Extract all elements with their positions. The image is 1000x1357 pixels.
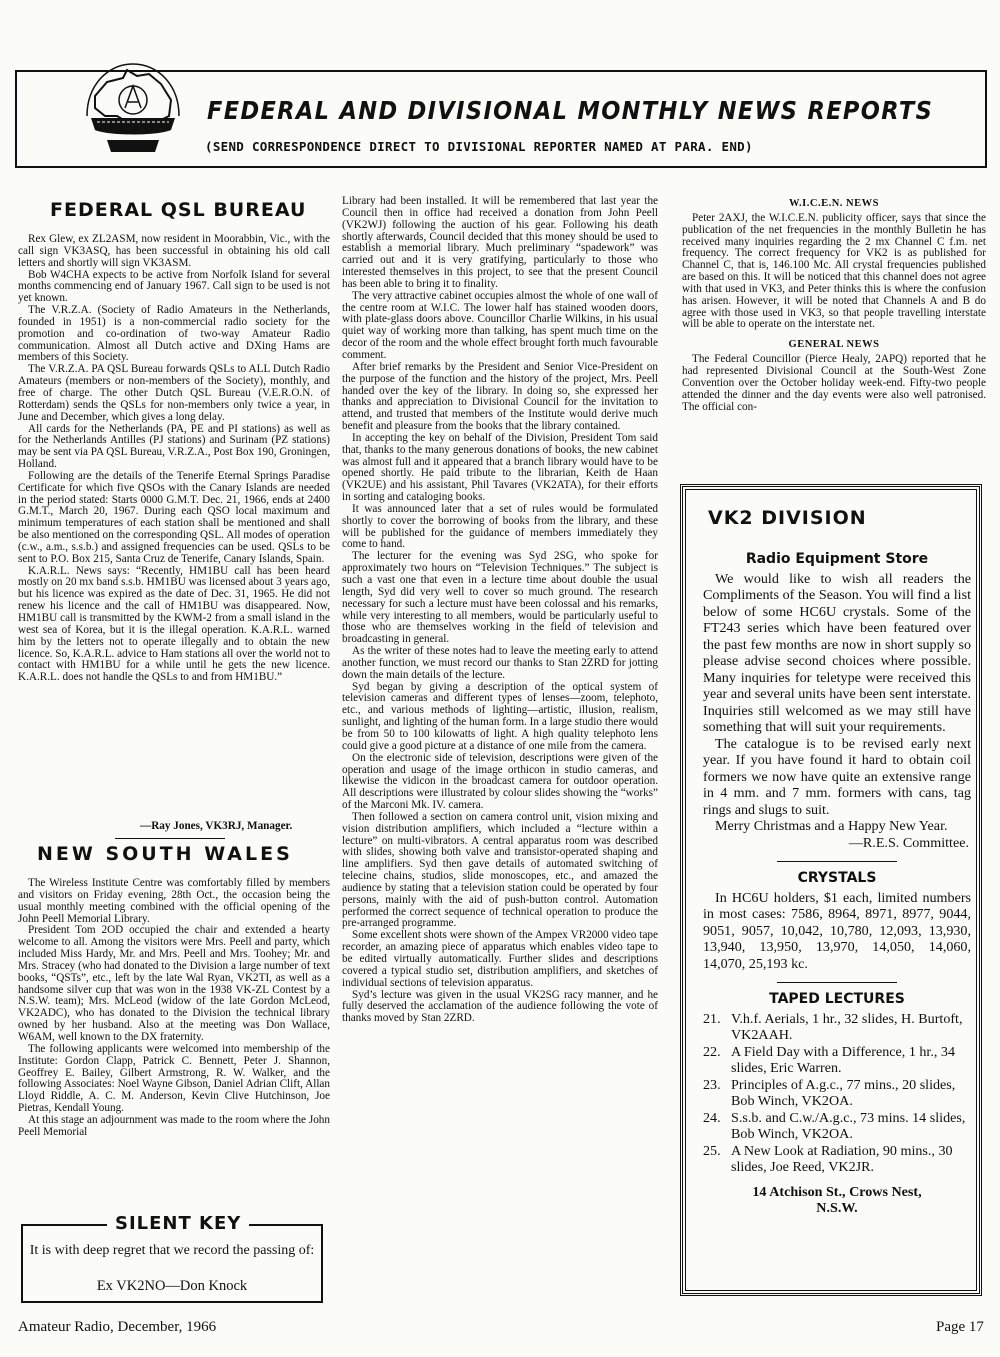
column-2: [342, 196, 658, 1306]
divider: [777, 861, 897, 862]
silent-key-body: It is with deep regret that we record the passing of:: [29, 1243, 315, 1258]
list-item: [703, 1044, 971, 1077]
store-paragraph: Merry Christmas and a Happy New Year.: [715, 818, 948, 834]
nsw-paragraph: Then followed a section on camera control unit, vision mixing and vision distribution amplifiers, which included a “lecture within a lecture” on multi-vibrators. A central apparatus room was described with slides, showing both valve and transistor-operated shaping and line amplifiers. Syd then gave details of automated switching of telecine chains, studios, slide monoscopes, etc., and amazed the audience by stating that a television station could be operated by four persons, mainly with the aid of push-button control. Automation performed the correct sequence of technical operation to produce the pre-arranged programme.: [342, 810, 658, 930]
nsw-paragraph: Library had been installed. It will be remembered that last year the Council then in office had received a donation from John Peell (VK2WJ) following the auction of his gear. Following his death shortly afterwards, Council decided that this money should be used to establish a memorial library. Much preliminary “spadework” was carried out and it is very gratifying, particularly to those who interested themselves in this project, to see that the present Council has been able to bring it to finality.: [342, 196, 658, 290]
lecture-text: A New Look at Radiation, 90 mins., 30 slides, Joe Reed, VK2JR.: [731, 1142, 953, 1175]
nsw-heading: NEW SOUTH WALES: [37, 843, 293, 865]
qsl-paragraph: Following are the details of the Tenerife Eternal Springs Paradise Certificate for which five QSOs with the Canary Islands are needed in the period stated: Starts 0000 G.M.T. Dec. 21, 1966, ends at 2400 G.M.T., March 20, 1967. During each QSO local maximum and minimum temperatures of each station shall be mentioned and shall be also mentioned on the corresponding QSL. All modes of operation (c.w., a.m., s.s.b.) and assigned frequencies can be used. QSLs to be sent to P.O. Box 215, Santa Cruz de Tenerife, Canary Islands, Spain.: [18, 469, 330, 565]
store-signature: —R.E.S. Committee.: [848, 834, 969, 851]
list-item: [703, 1110, 971, 1143]
nsw-paragraph: In accepting the key on behalf of the Division, President Tom said that, thanks to the many generous donations of books, the new cabinet was almost full and it appeared that a branch library would have to be opened shortly. He paid tribute to the librarian, Keith de Haan (VK2UE) and his assistant, Phil Tavares (VK2ATA), for their efforts in sorting and cataloging books.: [342, 431, 658, 504]
lecture-number: 24.: [703, 1109, 721, 1126]
nsw-paragraph: The very attractive cabinet occupies almost the whole of one wall of the centre room at W.I.C. The lower half has stained wooden doors, with plate-glass doors above. Councillor Charlie Wilkins, in his usual quiet way of working more than talking, has spent much time on the decor of the room and the whole effect brought forth much favourable comment.: [342, 289, 658, 361]
list-item: [703, 1077, 971, 1110]
qsl-heading: FEDERAL QSL BUREAU: [50, 199, 307, 221]
vk2-division-box: [680, 484, 982, 1296]
qsl-paragraph: K.A.R.L. News says: “Recently, HM1BU call has been heard mostly on 20 mx band s.s.b. HM1BU was licensed about 3 years ago, but his licence was expired as the date of Dec. 31, 1965. He did not renew his licence and the call of HM1BU was disappeared. Now, HM1BU call is transmitted by the KWM-2 from a small island in the west sea of Korea, but it is the illegal operation. K.A.R.L. warned him by the letters not to operate illegally and to obtain the new licence. So, K.A.R.L. advice to Ham stations all over the world not to contact with HM1BU for a while until he gets the new licence. K.A.R.L. does not handle the QSLs to and from HM1BU.”: [18, 564, 330, 684]
vk2-body: [703, 551, 971, 1216]
nsw-paragraph: As the writer of these notes had to leave the meeting early to attend another function, we must record our thanks to Stan 2ZRD for jotting down the main details of the lecture.: [342, 645, 658, 681]
nsw-paragraph: The following applicants were welcomed into membership of the Institute: Gordon Clapp, Patrick C. Bennett, Peter J. Shannon, Geoffrey E. Bailey, Gilbert Armstrong, R. W. Walker, and the following Associates: Noel Wayne Gibson, Daniel Adrian Clift, Allan Lloyd Riddle, A. C. M. Anderson, Kevin Clive Hutchinson, Joe Pietras, Kendall Young.: [18, 1042, 330, 1115]
qsl-article: [18, 234, 330, 684]
general-news-paragraph: The Federal Councillor (Pierce Healy, 2APQ) reported that he had represented Divisional Council at the South-West Zone Convention over the October holiday week-end. Fifty-two people attended the dinner and the day events were also well patronised. The official con-: [682, 353, 986, 413]
qsl-paragraph: The V.R.Z.A. PA QSL Bureau forwards QSLs to ALL Dutch Radio Amateurs (members or non-members of the Society), monthly, and free of charge. The other Dutch QSL Bureau (V.E.R.O.N. of Rotterdam) sends the QSLs for non-members only twice a year, in June and December, which gives a long delay.: [18, 363, 330, 423]
lecture-number: 22.: [703, 1043, 721, 1060]
nsw-paragraph: On the electronic side of television, descriptions were given of the operation and usage of the image orthicon in studio cameras, and likewise the vidicon in the broadcast camera for outdoor operation. All descriptions were illustrated by colour slides showing the “works” of the Marconi Mk. IV. camera.: [342, 751, 658, 812]
nsw-paragraph: The lecturer for the evening was Syd 2SG, who spoke for approximately two hours on “Television Techniques.” The subject is such a vast one that even in a lecture time about double the usual length, Syd did very well to cover so much ground. The research necessary for such a lecture must have been colossal and his remarks, while very interesting to all members, would be particularly useful to those who are themselves working in the field of television and broadcasting in general.: [342, 550, 658, 646]
silent-key-title: SILENT KEY: [107, 1213, 249, 1234]
list-item: [703, 1011, 971, 1044]
nsw-paragraph: Some excellent shots were shown of the Ampex VR2000 video tape recorder, an amazing piece of apparatus which enables video tape to be edited virtually automatically. Further slides and descriptions covered a typical studio set, distribution amplifiers, and sketches of individual sections of television apparatus.: [342, 929, 658, 989]
footer-page-number: Page 17: [936, 1319, 984, 1335]
nsw-paragraph: After brief remarks by the President and Senior Vice-President on the purpose of the function and the history of the project, Mrs. Peell handed over the key of the library. In doing so, she expressed her thanks and appreciation to Divisional Council for the invitation to attend, and trusted that members of the Institute would derive much benefit and pleasure from the books that the library contained.: [342, 360, 658, 433]
wicen-heading: W.I.C.E.N. NEWS: [789, 198, 879, 209]
lecture-number: 21.: [703, 1010, 721, 1027]
nsw-article: [18, 878, 330, 1208]
lecture-number: 23.: [703, 1076, 721, 1093]
page-title: FEDERAL AND DIVISIONAL MONTHLY NEWS REPORTS: [207, 96, 934, 125]
qsl-paragraph: Rex Glew, ex ZL2ASM, now resident in Moorabbin, Vic., with the call sign VK3ASQ, has been successful in obtaining his old call letters and shortly will sign VK3ASM.: [18, 234, 330, 269]
store-paragraph: We would like to wish all readers the Compliments of the Season. You will find a list below of some HC6U crystals. Some of the FT243 series which have been featured over the past few months are now in short supply so please advise second choices where possible. Many inquiries for teletype were received this year and several units have been sent interstate. Inquiries still welcomed as we may still have something that will suit your requirements.: [703, 570, 971, 735]
lectures-heading: TAPED LECTURES: [769, 991, 905, 1007]
nsw-paragraph: It was announced later that a set of rules would be formulated shortly to cover the borrowing of books from the library, and these will be published for the guidance of members immediately they come to hand.: [342, 502, 658, 551]
silent-key-name: Ex VK2NO—Don Knock: [96, 1278, 248, 1294]
lecture-text: A Field Day with a Difference, 1 hr., 34 slides, Eric Warren.: [731, 1043, 956, 1076]
silent-key-box: [21, 1213, 323, 1303]
column-3-news: [682, 196, 986, 470]
qsl-signature: —Ray Jones, VK3RJ, Manager.: [140, 820, 293, 832]
divider: [115, 838, 225, 839]
wia-emblem-icon: [77, 56, 189, 164]
lecture-number: 25.: [703, 1142, 721, 1159]
nsw-paragraph: President Tom 2OD occupied the chair and extended a hearty welcome to all. Among the visitors were Mrs. Peell and party, which included Miss Hardy, Mr. and Mrs. Peell and Mrs. Toohey; Mr. and Mrs. Stracey (who had donated to the Division a large number of text books, “QSTs”, etc., left by the late Wal Ryan, VK2TI, as well as a handsome silver cup that was won in the 1938 VK-ZL Contest by a N.S.W. team); Mrs. McLeod (widow of the late Gordon McLeod, VK2ADC), who has donated to the Division the technical library owned by her husband. Also at the meeting was Don Wallace, W6AM, well known to the DX fraternity.: [18, 924, 330, 1043]
nsw-paragraph: The Wireless Institute Centre was comfortably filled by members and visitors on Friday evening, 28th Oct., the occasion being the usual monthly meeting combined with the official opening of the John Peell Memorial Library.: [18, 878, 330, 925]
qsl-paragraph: Bob W4CHA expects to be active from Norfolk Island for several months commencing end of January 1967. Call sign to be used is not yet known.: [18, 268, 330, 305]
crystals-paragraph: In HC6U holders, $1 each, limited numbers in most cases: 7586, 8964, 8971, 8977, 9044, 9051, 9057, 10,042, 10,780, 12,093, 13,930, 13,940, 13,950, 13,970, 14,050, 14,060, 14,070, 25,193 kc.: [703, 889, 971, 972]
lecture-text: S.s.b. and C.w./A.g.c., 73 mins. 14 slides, Bob Winch, VK2OA.: [731, 1109, 966, 1142]
qsl-paragraph: The V.R.Z.A. (Society of Radio Amateurs in the Netherlands, founded in 1951) is a non-commercial radio society for the promotion and co-ordination of two-way Amateur Radio communication. Almost all Dutch active and DXing Hams are members of this Society.: [18, 304, 330, 364]
nsw-paragraph: Syd’s lecture was given in the usual VK2SG racy manner, and he fully deserved the acclamation of the audience following the vote of thanks moved by Stan 2ZRD.: [342, 988, 658, 1025]
list-item: [703, 1143, 971, 1176]
crystals-heading: CRYSTALS: [797, 870, 877, 886]
lecture-text: V.h.f. Aerials, 1 hr., 32 slides, H. Burtoft, VK2AAH.: [731, 1010, 963, 1043]
lectures-list: [703, 1011, 971, 1176]
store-heading: Radio Equipment Store: [745, 551, 929, 567]
page-header: [15, 70, 987, 168]
nsw-paragraph: Syd began by giving a description of the optical system of television cameras and different types of lenses—zoom, telephoto, etc., and various methods of lighting—artistic, illusion, realism, sunlight, and lighting of the human form. In a large studio there would be from 50 to 100 kilowatts of light. A high quality telephoto lens could give a good picture at a distance of one mile from the camera.: [342, 680, 658, 752]
footer-publication: Amateur Radio, December, 1966: [18, 1319, 217, 1335]
store-address: [703, 1184, 971, 1216]
address-line: 14 Atchison St., Crows Nest,: [752, 1183, 922, 1200]
nsw-paragraph: At this stage an adjournment was made to the room where the John Peell Memorial: [18, 1113, 330, 1138]
vk2-heading: VK2 DIVISION: [708, 507, 867, 529]
lecture-text: Principles of A.g.c., 77 mins., 20 slides, Bob Winch, VK2OA.: [731, 1076, 956, 1109]
general-news-heading: GENERAL NEWS: [788, 339, 880, 351]
page-subtitle: (SEND CORRESPONDENCE DIRECT TO DIVISIONAL REPORTER NAMED AT PARA. END): [205, 139, 753, 154]
address-line: N.S.W.: [816, 1199, 858, 1216]
divider: [777, 982, 897, 983]
store-paragraph: The catalogue is to be revised early next year. If you have found it hard to obtain coil formers we now have quite an extensive range in 4 mm. and 7 mm. formers with cans, tag rings and slugs to suit.: [703, 735, 971, 818]
wicen-paragraph: Peter 2AXJ, the W.I.C.E.N. publicity officer, says that since the publication of the net frequencies in the monthly Bulletin he has received many inquiries regarding the 2 mx Channel C f.m. net frequency. The correct frequency for VK2 is as published for Channel C, that is, 146.100 Mc. All crystal frequencies published are based on this. It will be noticed that this channel does not agree with that used in VK3, and Peter thinks this is where the confusion has arisen. However, it will be noted that Channels A and B do agree with those used in VK3, so that people travelling interstate will be able to operate on the interstate net.: [682, 211, 986, 331]
qsl-paragraph: All cards for the Netherlands (PA, PE and PI stations) as well as for the Netherlands Antilles (PJ stations) and Surinam (PZ stations) may be sent via PA QSL Bureau, V.R.Z.A., Post Box 190, Groningen, Holland.: [18, 422, 330, 471]
